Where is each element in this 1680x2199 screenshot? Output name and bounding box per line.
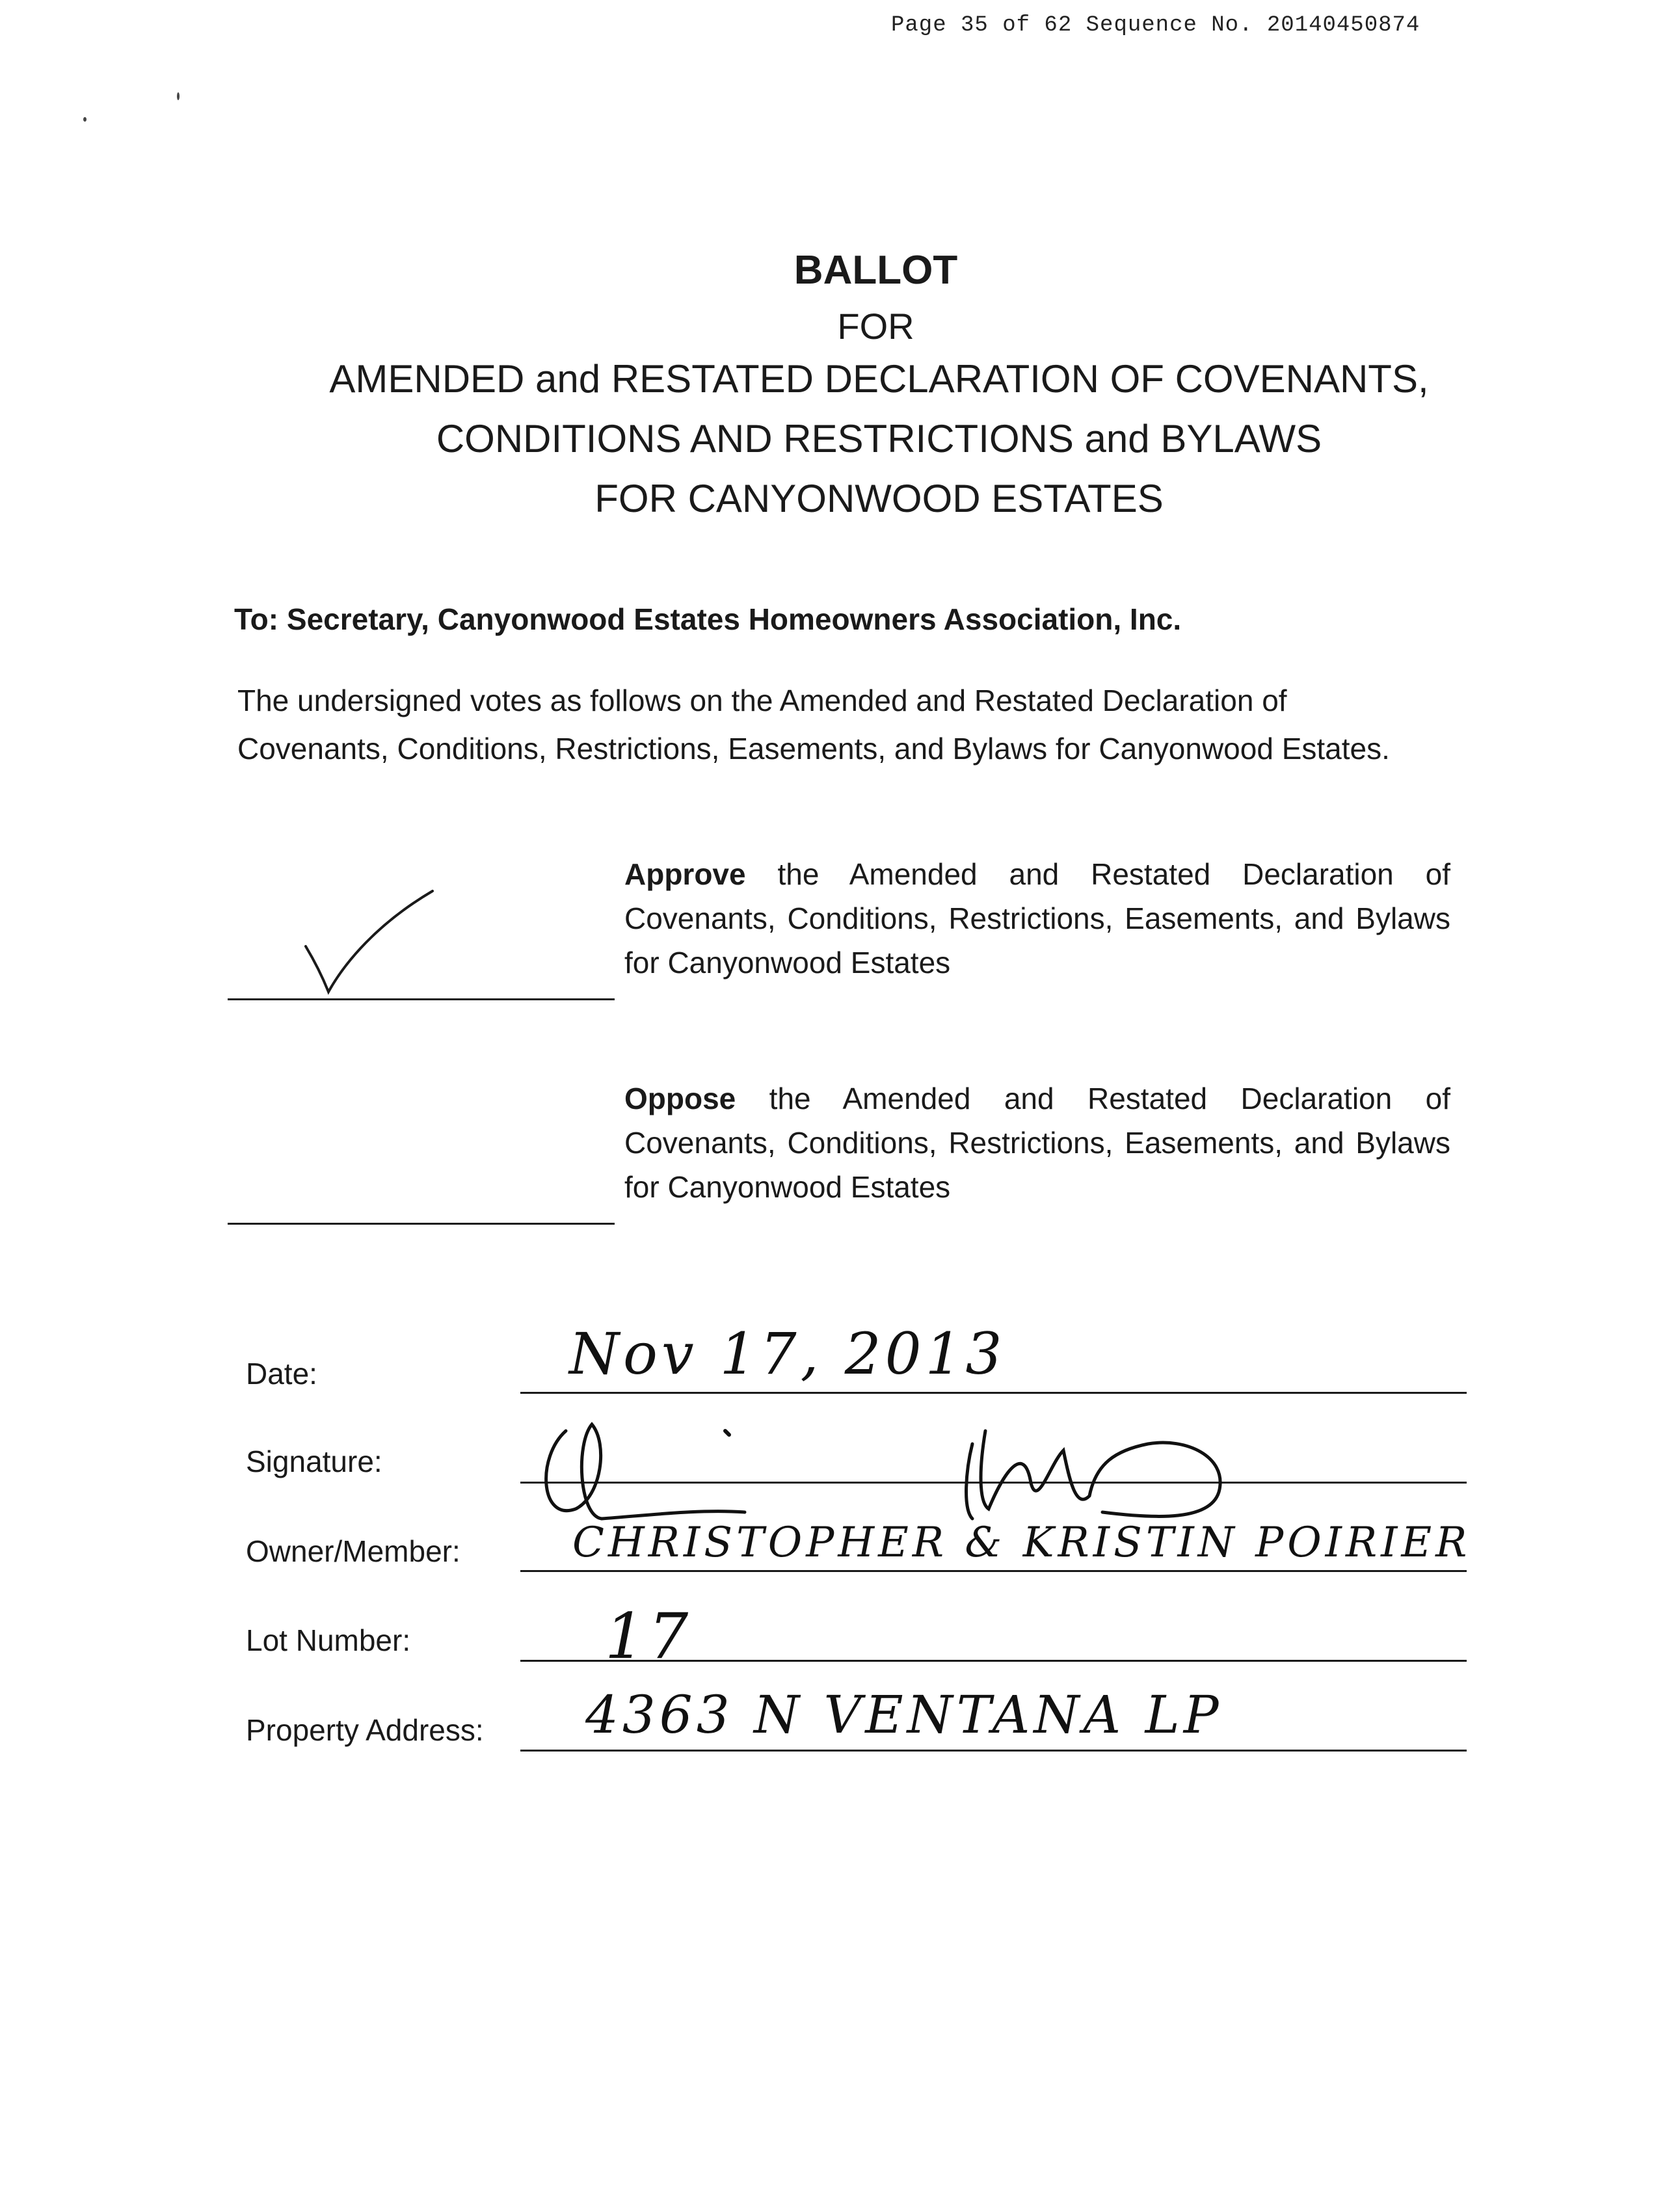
oppose-option <box>624 1076 1450 1209</box>
owner-label: Owner/Member: <box>246 1534 460 1568</box>
date-line[interactable] <box>520 1392 1467 1394</box>
approve-vote-line[interactable] <box>228 998 615 1000</box>
ballot-title-line-3: FOR CANYONWOOD ESTATES <box>594 477 1164 520</box>
oppose-keyword: Oppose <box>624 1082 736 1115</box>
address-label: Property Address: <box>246 1713 484 1747</box>
ballot-title-block <box>0 247 1680 532</box>
intro-paragraph: The undersigned votes as follows on the Amended and Restated Declaration of Covenants, Conditions, Restrictions, Easements, and Bylaws for Canyonwood Estates. <box>237 684 1390 766</box>
approve-keyword: Approve <box>624 857 746 891</box>
ballot-title-for: FOR <box>837 306 914 347</box>
owner-value: CHRISTOPHER & KRISTIN POIRIER <box>572 1519 1471 1567</box>
address-line[interactable] <box>520 1750 1467 1752</box>
lot-value: 17 <box>605 1600 693 1673</box>
oppose-vote-line[interactable] <box>228 1223 615 1225</box>
ballot-title: BALLOT <box>793 248 958 293</box>
date-value: Nov 17, 2013 <box>569 1320 1006 1387</box>
owner-line[interactable] <box>520 1570 1467 1572</box>
addressee: To: Secretary, Canyonwood Estates Homeowners Association, Inc. <box>234 602 1182 636</box>
oppose-text: the Amended and Restated Declaration of Covenants, Conditions, Restrictions, Easements, and Bylaws for Canyonwood Estates <box>624 1082 1450 1204</box>
scan-speck <box>83 117 87 122</box>
checkmark-icon <box>293 885 442 1002</box>
signature-label: Signature: <box>246 1445 382 1478</box>
page-sequence-stamp: Page 35 of 62 Sequence No. 20140450874 <box>891 13 1420 38</box>
approve-option <box>624 852 1450 985</box>
scan-speck <box>177 92 180 100</box>
ballot-title-line-1: AMENDED and RESTATED DECLARATION OF COVENANTS, <box>329 357 1429 401</box>
approve-text: the Amended and Restated Declaration of Covenants, Conditions, Restrictions, Easements, and Bylaws for Canyonwood Estates <box>624 857 1450 980</box>
address-value: 4363 N VENTANA LP <box>585 1685 1223 1745</box>
ballot-title-line-2: CONDITIONS AND RESTRICTIONS and BYLAWS <box>436 417 1322 460</box>
handwritten-signature <box>530 1405 1259 1535</box>
date-label: Date: <box>246 1357 317 1391</box>
lot-label: Lot Number: <box>246 1623 411 1657</box>
